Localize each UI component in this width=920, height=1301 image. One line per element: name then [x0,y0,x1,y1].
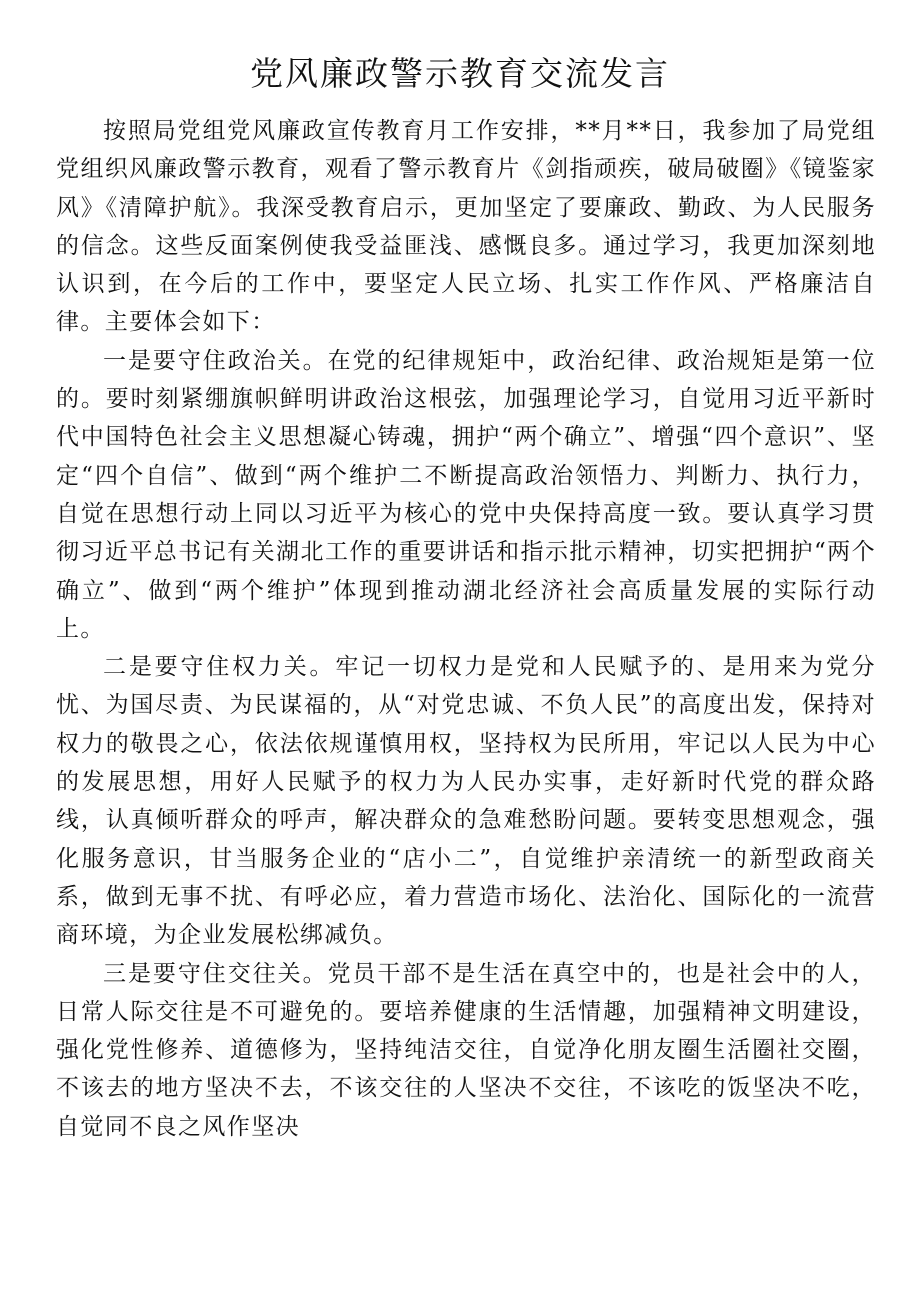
paragraph-social: 三是要守住交往关。党员干部不是生活在真空中的，也是社会中的人，日常人际交往是不可避免的。要培养健康的生活情趣，加强精神文明建设，强化党性修养、道德修为，坚持纯洁交往，自觉净化朋友圈生活圈社交圈，不该去的地方坚决不去，不该交往的人坚决不交往，不该吃的饭坚决不吃，自觉同不良之风作坚决 [56,960,876,1140]
paragraph-power: 二是要守住权力关。牢记一切权力是党和人民赋予的、是用来为党分忧、为国尽责、为民谋福的，从“对党忠诚、不负人民”的高度出发，保持对权力的敬畏之心，依法依规谨慎用权，坚持权为民所用，牢记以人民为中心的发展思想，用好人民赋予的权力为人民办实事，走好新时代党的群众路线，认真倾听群众的呼声，解决群众的急难愁盼问题。要转变思想观念，强化服务意识，甘当服务企业的“店小二”，自觉维护亲清统一的新型政商关系，做到无事不扰、有呼必应，着力营造市场化、法治化、国际化的一流营商环境，为企业发展松绑减负。 [56,654,876,949]
paragraph-political: 一是要守住政治关。在党的纪律规矩中，政治纪律、政治规矩是第一位的。要时刻紧绷旗帜鲜明讲政治这根弦，加强理论学习，自觉用习近平新时代中国特色社会主义思想凝心铸魂，拥护“两个确立”、增强“四个意识”、坚定“四个自信”、做到“两个维护二不断提高政治领悟力、判断力、执行力，自觉在思想行动上同以习近平为核心的党中央保持高度一致。要认真学习贯彻习近平总书记有关湖北工作的重要讲话和指示批示精神，切实把拥护“两个确立”、做到“两个维护”体现到推动湖北经济社会高质量发展的实际行动上。 [56,347,876,642]
document-body [56,112,876,1146]
paragraph-intro: 按照局党组党风廉政宣传教育月工作安排，**月**日，我参加了局党组党组织风廉政警示教育，观看了警示教育片《剑指顽疾，破局破圈》《镜鉴家风》《清障护航》。我深受教育启示，更加坚定了要廉政、勤政、为人民服务的信念。这些反面案例使我受益匪浅、感慨良多。通过学习，我更加深刻地认识到，在今后的工作中，要坚定人民立场、扎实工作作风、严格廉洁自律。主要体会如下： [56,118,876,336]
document-title: 党风廉政警示教育交流发言 [250,54,670,93]
